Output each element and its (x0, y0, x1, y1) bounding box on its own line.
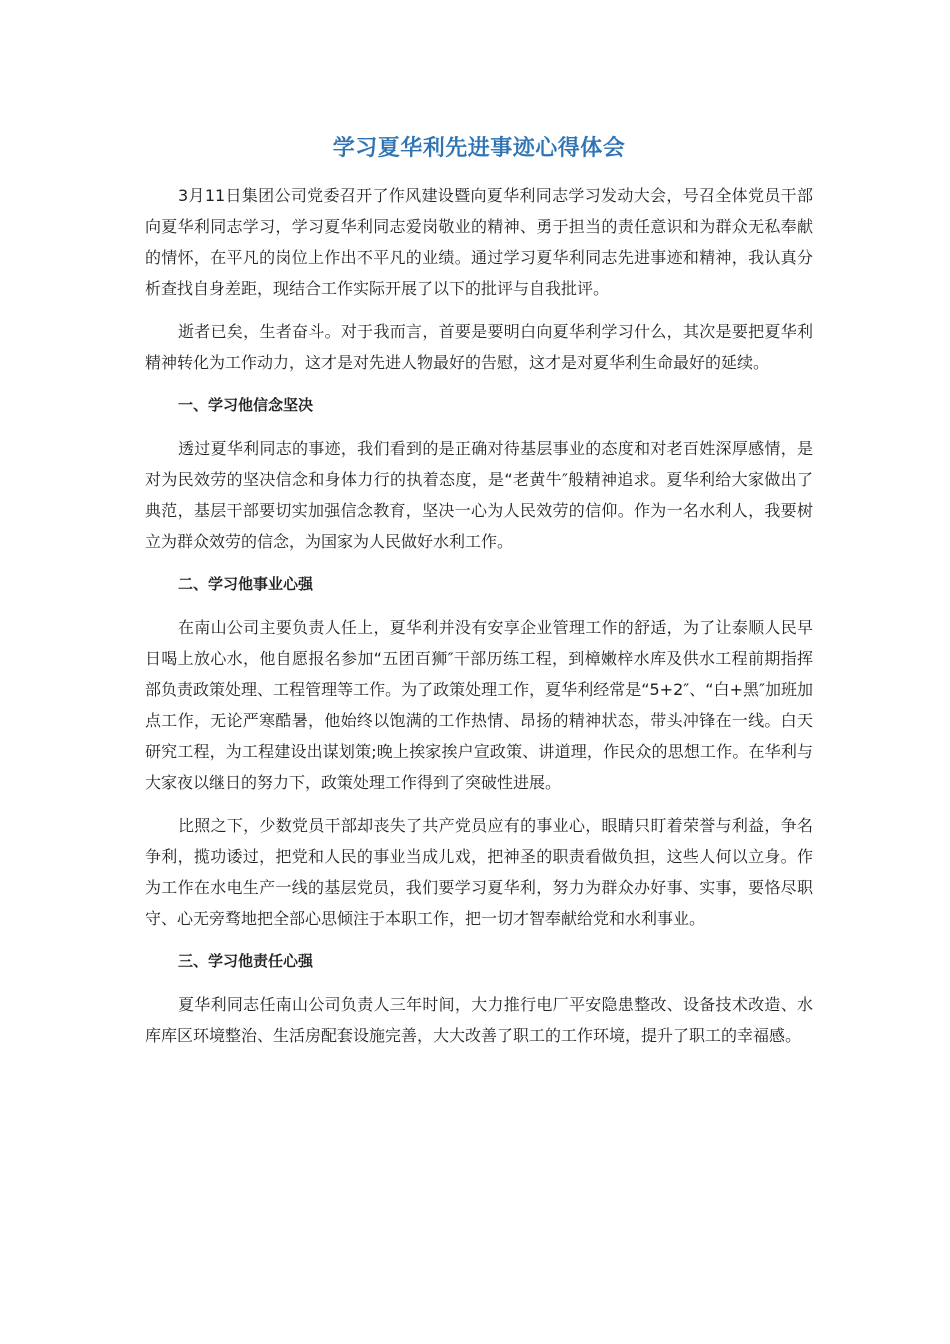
paragraph-contrast: 比照之下，少数党员干部却丧失了共产党员应有的事业心，眼睛只盯着荣誉与利益，争名争利，揽功诿过，把党和人民的事业当成儿戏，把神圣的职责看做负担，这些人何以立身。作为工作在水电生产一线的基层党员，我们要学习夏华利，努力为群众办好事、实事，要恪尽职守、心无旁骛地把全部心思倾注于本职工作，把一切才智奉献给党和水利事业。 (145, 816, 813, 928)
section-heading-responsibility: 三、学习他责任心强 (178, 952, 314, 970)
document-body (145, 132, 813, 1063)
document-title: 学习夏华利先进事迹心得体会 (332, 136, 626, 161)
paragraph-belief: 透过夏华利同志的事迹，我们看到的是正确对待基层事业的态度和对老百姓深厚感情，是对为民效劳的坚决信念和身体力行的执着态度，是“老黄牛″般精神追求。夏华利给大家做出了典范，基层干部要切实加强信念教育，坚决一心为人民效劳的信仰。作为一名水利人，我要树立为群众效劳的信念，为国家为人民做好水利工作。 (145, 439, 813, 551)
paragraph-intro: 3月11日集团公司党委召开了作风建设暨向夏华利同志学习发动大会，号召全体党员干部向夏华利同志学习，学习夏华利同志爱岗敬业的精神、勇于担当的责任意识和为群众无私奉献的情怀，在平凡的岗位上作出不平凡的业绩。通过学习夏华利同志先进事迹和精神，我认真分析查找自身差距，现结合工作实际开展了以下的批评与自我批评。 (145, 186, 813, 298)
paragraph-responsibility: 夏华利同志任南山公司负责人三年时间，大力推行电厂平安隐患整改、设备技术改造、水库库区环境整治、生活房配套设施完善，大大改善了职工的工作环境，提升了职工的幸福感。 (145, 995, 813, 1045)
section-heading-dedication: 二、学习他事业心强 (178, 575, 314, 593)
paragraph-purpose: 逝者已矣，生者奋斗。对于我而言，首要是要明白向夏华利学习什么，其次是要把夏华利精神转化为工作动力，这才是对先进人物最好的告慰，这才是对夏华利生命最好的延续。 (145, 322, 813, 372)
paragraph-dedication: 在南山公司主要负责人任上，夏华利并没有安享企业管理工作的舒适，为了让泰顺人民早日喝上放心水，他自愿报名参加“五团百狮″干部历练工程，到樟嫩梓水库及供水工程前期指挥部负责政策处理、工程管理等工作。为了政策处理工作，夏华利经常是“5+2″、“白+黑″加班加点工作，无论严寒酷暑，他始终以饱满的工作热情、昂扬的精神状态，带头冲锋在一线。白天研究工程，为工程建设出谋划策;晚上挨家挨户宣政策、讲道理，作民众的思想工作。在华利与大家夜以继日的努力下，政策处理工作得到了突破性进展。 (145, 618, 813, 792)
section-heading-belief: 一、学习他信念坚决 (178, 396, 314, 414)
